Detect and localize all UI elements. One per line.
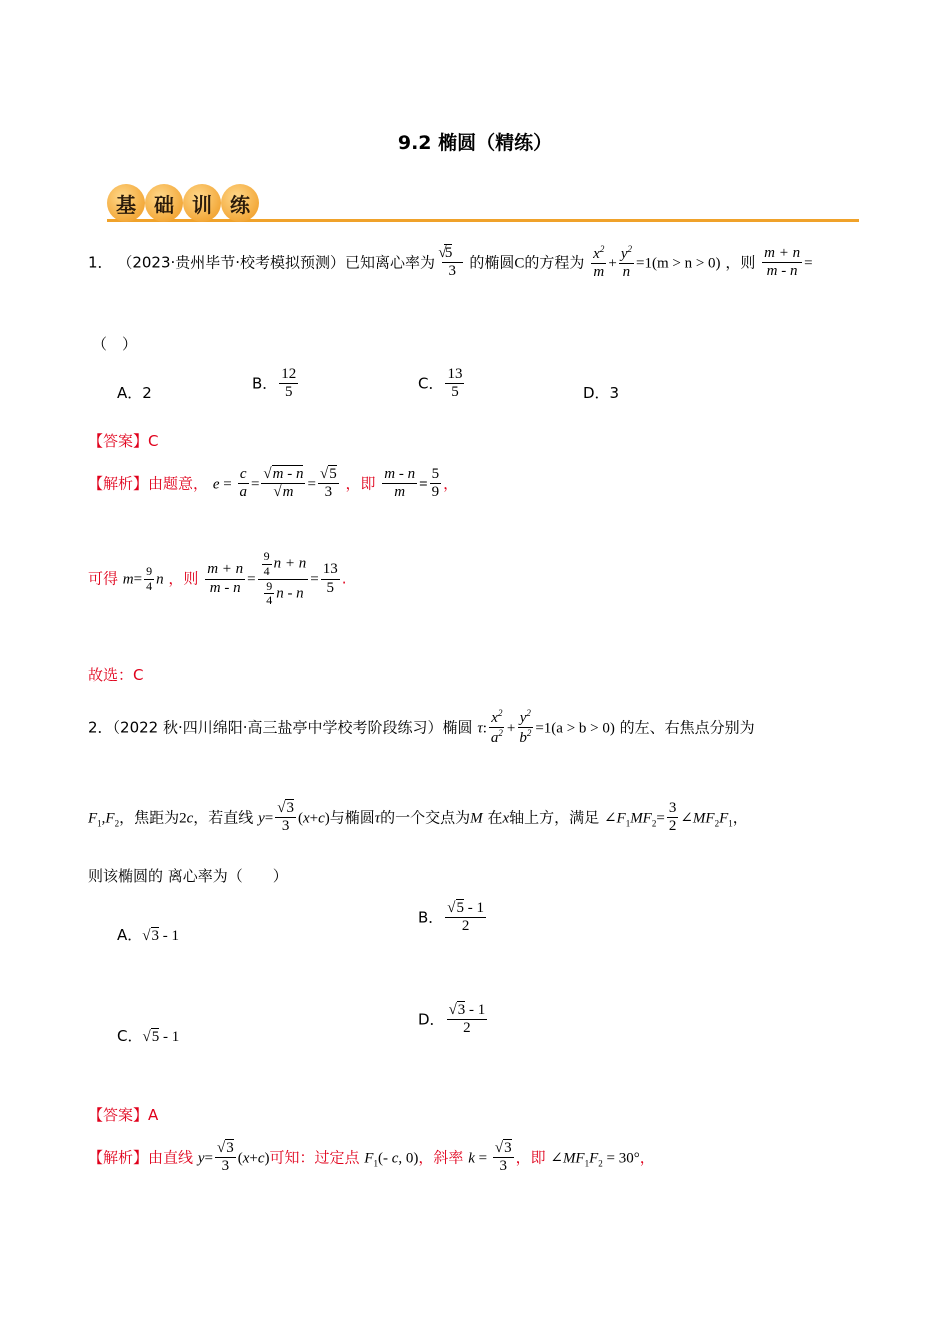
q1-analysis-line1: 【解析】由题意， e = $\frac{c}{a}$ = $\frac{√m - n}{√m}$ = $\frac{√5}{3}$ ，即 $\frac{m - n}{m}$ = $\frac{5}{9}$ ， xyxy=(88,466,459,501)
section-banner xyxy=(107,184,859,226)
question-2-line1: 2．（2022 秋·四川绵阳·高三盐亭中学校考阶段练习）椭圆 τ: $\frac{x^2}{a^2}$ + $\frac{y^2}{b^2}$ =1(a > b > 0) 的左、右焦点分别为 xyxy=(88,708,755,747)
q1-option-a: A．2 xyxy=(117,384,152,402)
banner-char-3: 训 xyxy=(183,184,221,222)
q2-option-a: A．√3 - 1 xyxy=(117,926,179,944)
question-2-line3: 则该椭圆的 离心率为（ ） xyxy=(88,867,288,885)
banner-char-1: 基 xyxy=(107,184,145,222)
q1-analysis-line2: 可得 m= $\frac{9}{4}$ n ，则 $\frac{m + n}{m - n}$ = $\frac{9}{4}$ n + n $\frac{9}{4}$ n - n = $\frac{13}{5}$ . xyxy=(88,549,347,608)
q1-conclusion: 故选：C xyxy=(88,666,144,684)
banner-char-2: 础 xyxy=(145,184,183,222)
page-title: 9.2 椭圆（精练） xyxy=(397,132,553,154)
banner-underline xyxy=(107,219,859,222)
question-2-line2: $F_1,F_2$，焦距为2c，若直线 y= $\frac{√3}{3}$ (x+c)与椭圆τ的一个交点为M 在x轴上方，满足 $\angle F_1MF_2=$ $\frac{3}{2}$ $\angle MF_2F_1$， xyxy=(88,800,748,835)
q2-answer: 【答案】A xyxy=(88,1106,159,1124)
q2-option-c: C．√5 - 1 xyxy=(117,1027,180,1045)
q1-option-b: B． $\frac{12}{5}$ xyxy=(252,366,297,401)
question-number: 1． xyxy=(88,253,113,272)
banner-char-4: 练 xyxy=(221,184,259,222)
q1-option-c: C． $\frac{13}{5}$ xyxy=(418,366,463,401)
q2-option-b: B． $\frac{√5 - 1}{2}$ xyxy=(418,900,485,935)
q2-option-d: D． $\frac{√3 - 1}{2}$ xyxy=(418,1002,486,1037)
question-source: （2023·贵州毕节·校考模拟预测）已知离心率为 xyxy=(117,253,436,272)
question-1-stem: 1． （2023·贵州毕节·校考模拟预测）已知离心率为 $\frac{5√}{3}$ 的椭圆C的方程为 $\frac{x^2}{m}$ + $\frac{y^2}{n}$ =1(m > n > 0) ，则 $\frac{m + n}{m - n}$ = xyxy=(88,244,813,281)
q1-answer: 【答案】C xyxy=(88,432,159,450)
q2-analysis-line1: 【解析】由直线 y= $\frac{√3}{3}$ (x+c)可知：过定点 $F_1(-$ c, 0)，斜率 k = $\frac{√3}{3}$ ，即 $\angle MF_1F_2 = 30^\circ$， xyxy=(88,1140,655,1175)
q1-option-d: D．3 xyxy=(583,384,620,402)
question-1-blank: （ ） xyxy=(92,335,138,353)
